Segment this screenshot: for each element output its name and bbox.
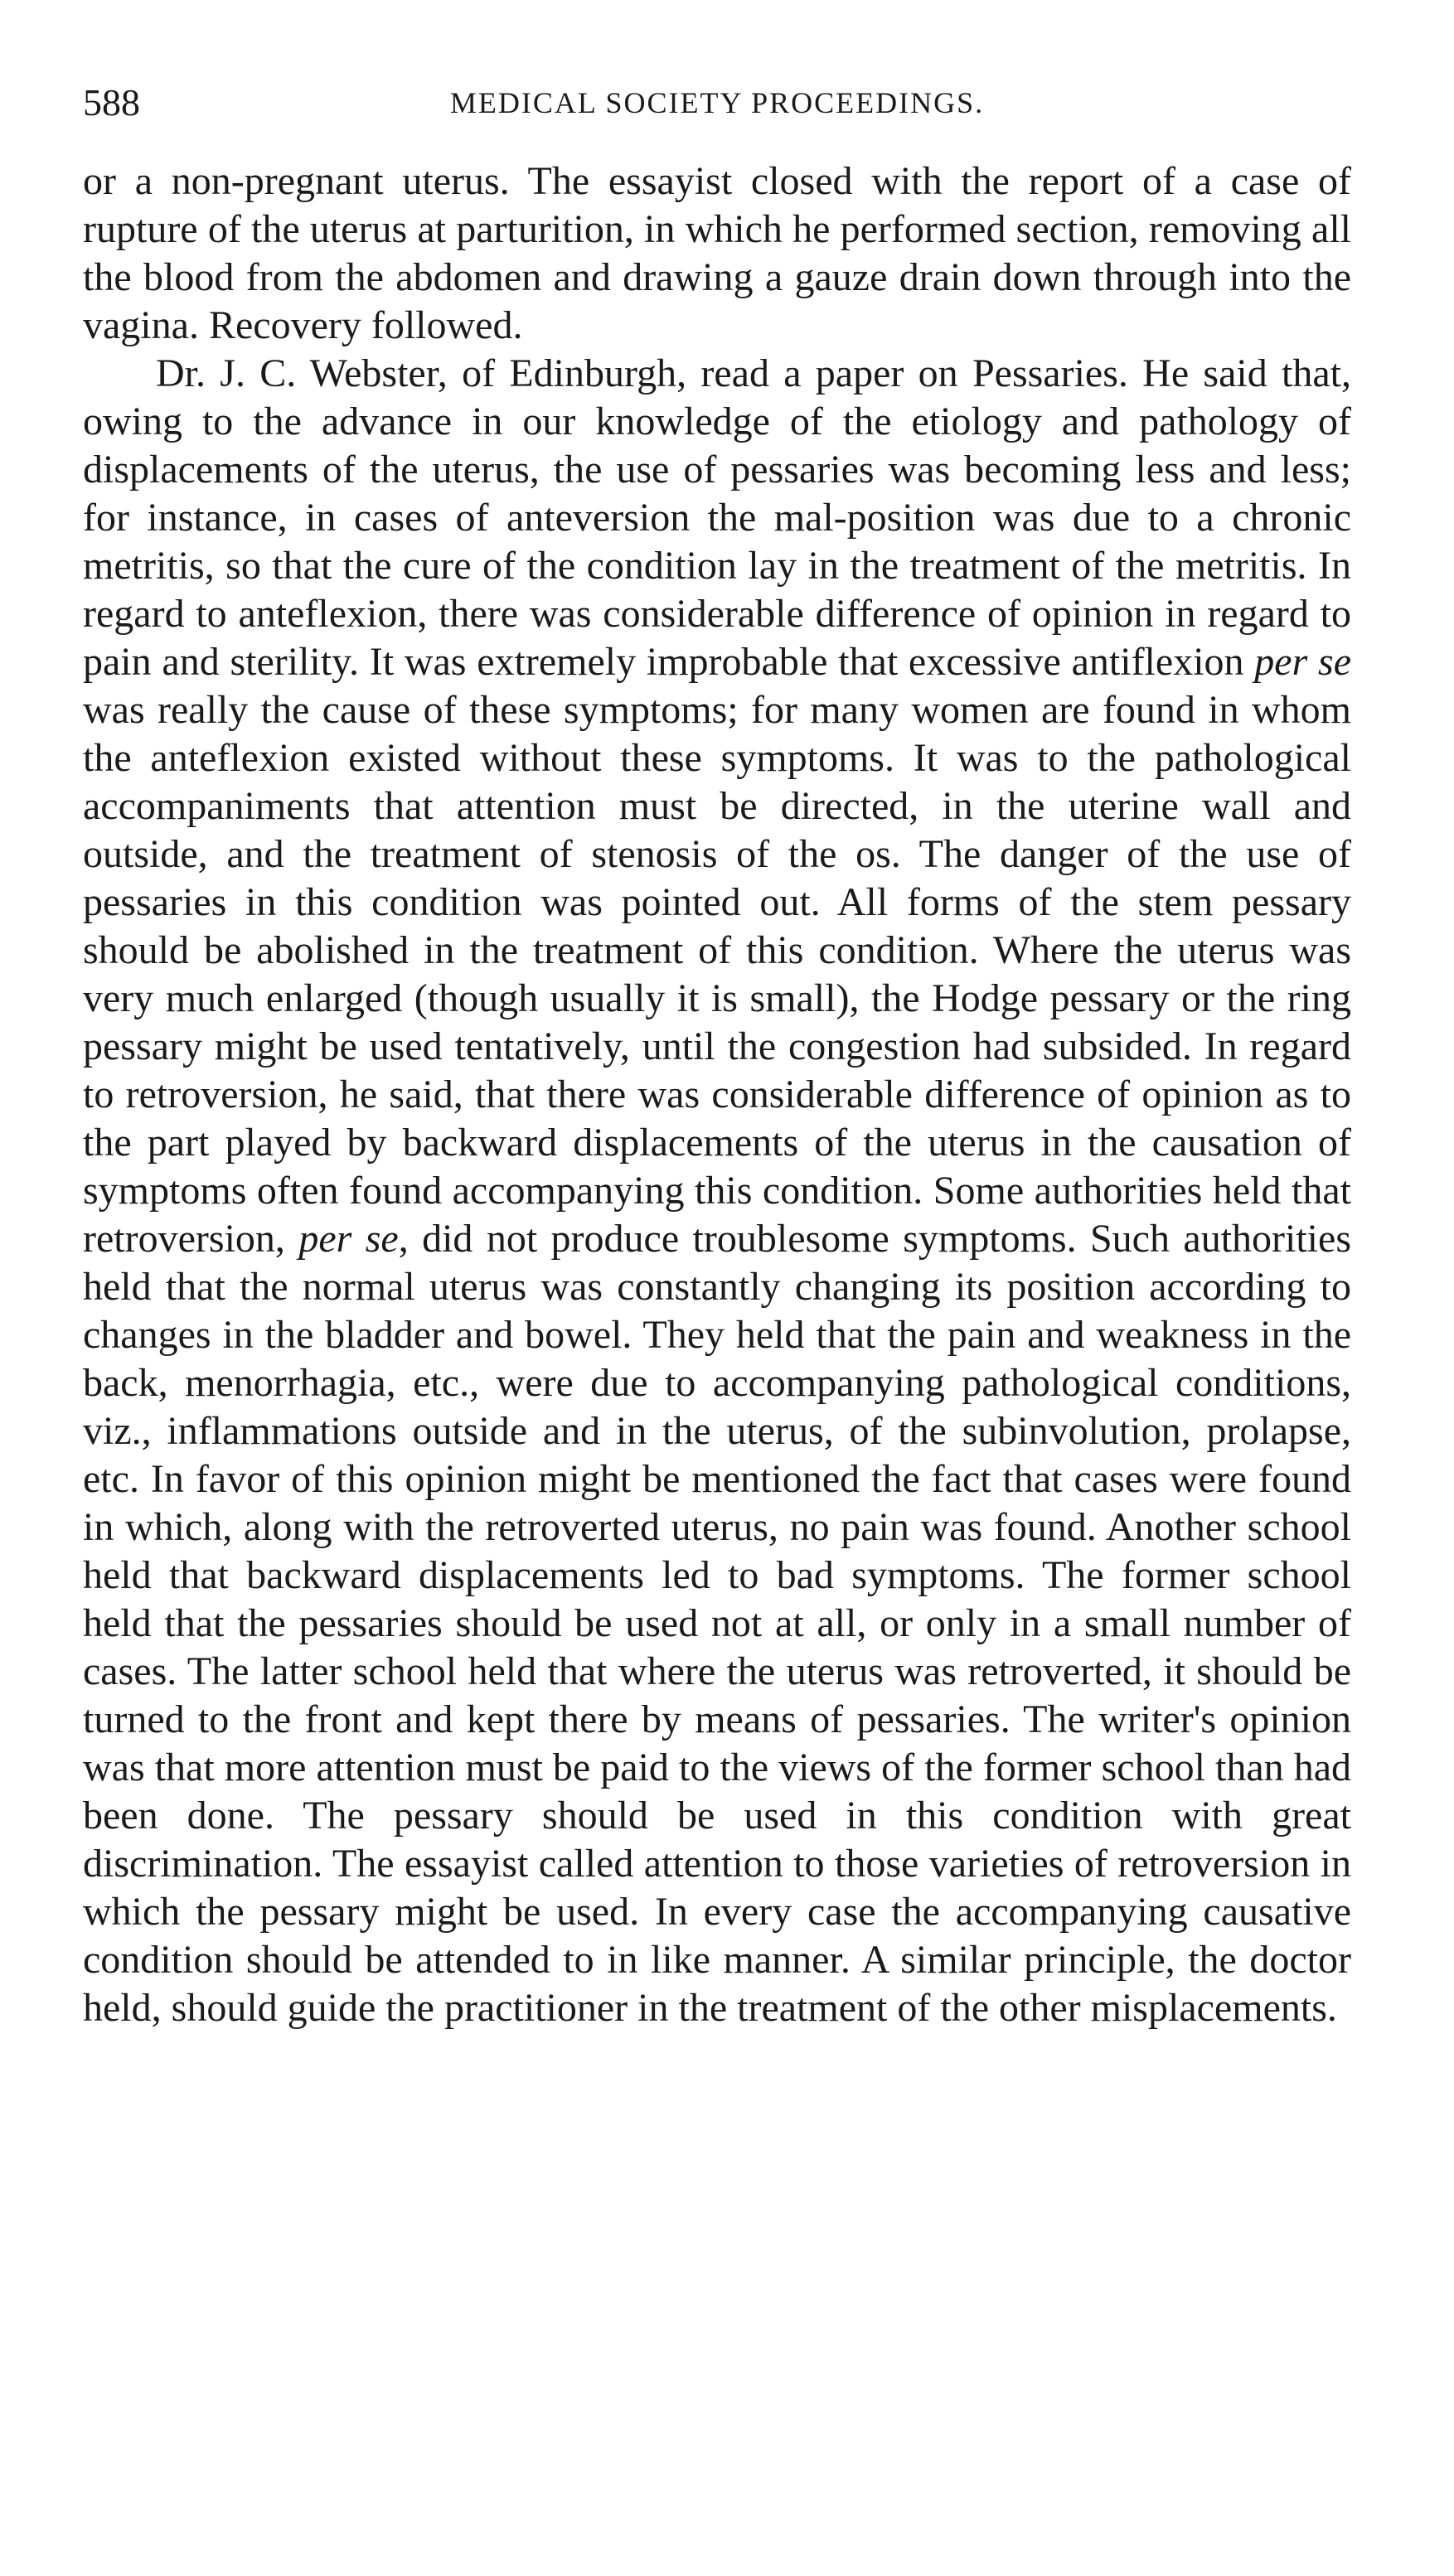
italic-phrase: per se	[298, 1217, 399, 1261]
body-text	[83, 157, 1351, 2032]
document-page	[83, 70, 1351, 2032]
page-number: 588	[83, 81, 140, 123]
paragraph-text-segment: , did not produce troublesome symptoms. Such authorities held that the normal uterus was constantly changing its position according to changes in the bladder and bowel. They held that the pain and weakness in the back, menorrhagia, etc., were due to accompanying pathological conditions, viz., inflammations outside and in the uterus, of the subinvolution, prolapse, etc. In favor of this opinion might be mentioned the fact that cases were found in which, along with the retroverted uterus, no pain was found. Another school held that backward displacements led to bad symptoms. The former school held that the pessaries should be used not at all, or only in a small number of cases. The latter school held that where the uterus was retroverted, it should be turned to the front and kept there by means of pessaries. The writer's opinion was that more attention must be paid to the views of the former school than had been done. The pessary should be used in this condition with great discrimination. The essayist called attention to those varieties of retroversion in which the pessary might be used. In every case the accompanying causative condition should be attended to in like manner. A similar principle, the doctor held, should guide the practitioner in the treatment of the other misplacements.	[83, 1217, 1352, 2030]
italic-phrase: per se	[1254, 640, 1351, 684]
paragraph-webster-pessaries	[83, 350, 1351, 2032]
paragraph-continuation: or a non-pregnant uterus. The essayist closed with the report of a case of rupture of the uterus at parturition, in which he performed section, removing all the blood from the abdomen and drawing a gauze drain down through into the vagina. Recovery followed.	[83, 159, 1351, 347]
running-head	[83, 70, 1351, 136]
paragraph-text-segment: Dr. J. C. Webster, of Edinburgh, read a paper on Pessaries. He said that, owing to the advance in our knowledge of the etiology and pathology of displacements of the uterus, the use of pessaries was becoming less and less; for instance, in cases of anteversion the mal-position was due to a chronic metritis, so that the cure of the condition lay in the treatment of the metritis. In regard to anteflexion, there was considerable difference of opinion in regard to pain and sterility. It was extremely improbable that excessive antiflexion	[83, 351, 1351, 684]
paragraph-text-segment: was really the cause of these symptoms; for many women are found in whom the anteflexion existed without these symptoms. It was to the pathological accompaniments that attention must be directed, in the uterine wall and outside, and the treatment of stenosis of the os. The danger of the use of pessaries in this condition was pointed out. All forms of the stem pessary should be abolished in the treatment of this condition. Where the uterus was very much enlarged (though usually it is small), the Hodge pessary or the ring pessary might be used tentatively, until the congestion had subsided. In regard to retroversion, he said, that there was considerable difference of opinion as to the part played by backward displacements of the uterus in the causation of symptoms often found accompanying this condition. Some authorities held that retroversion,	[83, 688, 1351, 1261]
running-title: MEDICAL SOCIETY PROCEEDINGS.	[449, 86, 985, 119]
